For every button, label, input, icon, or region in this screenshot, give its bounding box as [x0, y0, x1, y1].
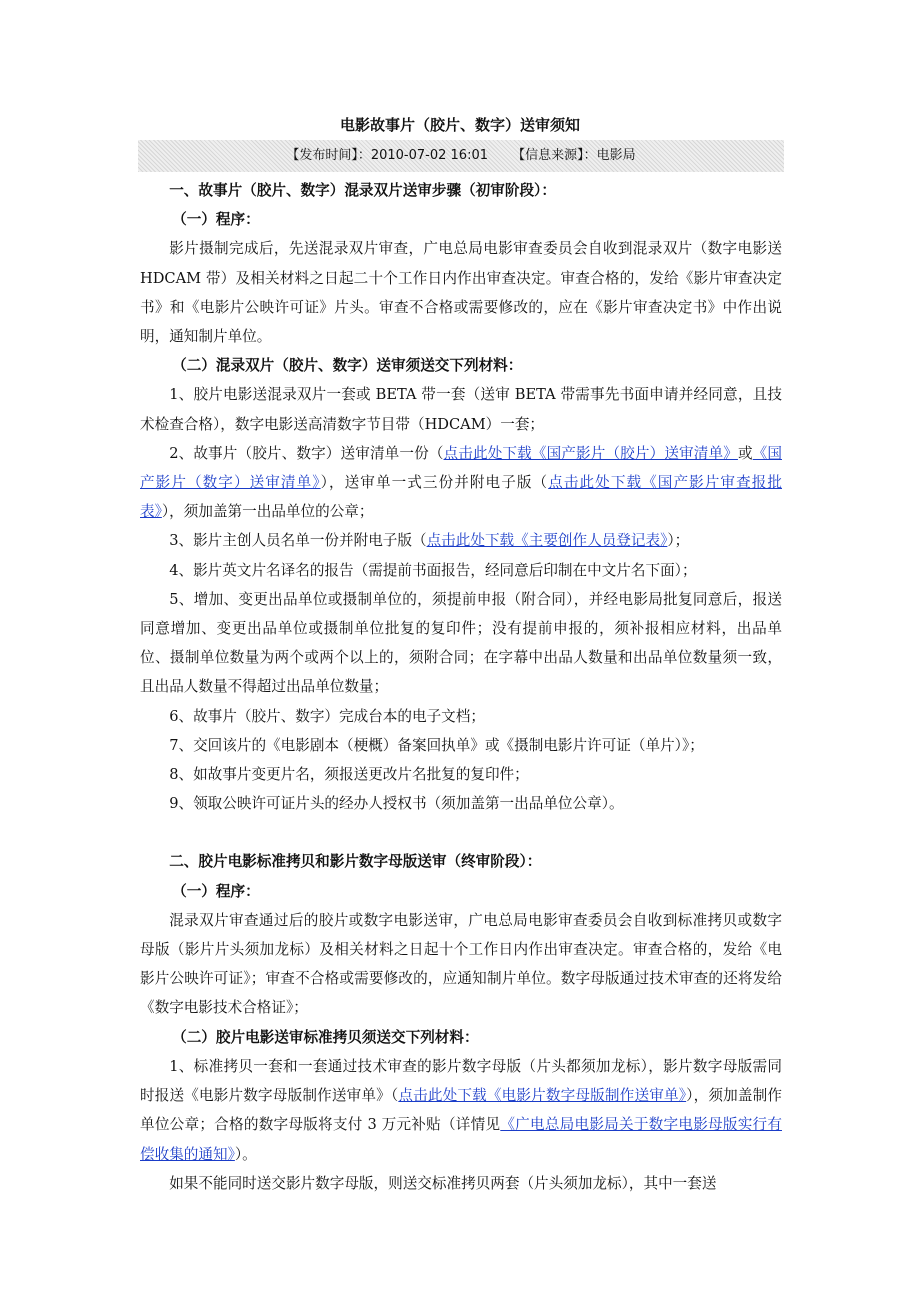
material-item-2-text-a: 2、故事片（胶片、数字）送审清单一份（	[169, 444, 444, 462]
material-item-2-text-c: ），送审单一式三份并附电子版（	[320, 474, 549, 492]
material-item-1: 1、胶片电影送混录双片一套或 BETA 带一套（送审 BETA 带需事先书面申请并经同意，且技术检查合格），数字电影送高清数字节目带（HDCAM）一套；	[140, 386, 782, 433]
document-body	[140, 176, 782, 1198]
download-creators-registration-link[interactable]: 点击此处下载《主要创作人员登记表》	[426, 532, 668, 550]
material-item-2-text-b: 或	[737, 444, 753, 462]
final-material-item-1-text-b: ），须加盖制作单位公章；合格的数字母版将支付 3 万元补贴（详情见	[140, 1087, 783, 1134]
material-item-6: 6、故事片（胶片、数字）完成台本的电子文档；	[169, 707, 485, 725]
material-item-4: 4、影片英文片名译名的报告（需提前书面报告，经同意后印制在中文片名下面）；	[169, 561, 697, 579]
info-source-label: 【信息来源】：	[512, 148, 597, 163]
material-item-3	[140, 526, 782, 555]
section-2-procedure-heading: （一）程序：	[172, 882, 260, 900]
page-title: 电影故事片（胶片、数字）送审须知	[339, 116, 580, 134]
download-digital-master-form-link[interactable]: 点击此处下载《电影片数字母版制作送审单》	[398, 1087, 687, 1105]
publish-time-value: 2010-07-02 16:01	[370, 148, 488, 163]
download-film-review-list-link[interactable]: 点击此处下载《国产影片（胶片）送审清单》	[443, 444, 738, 462]
final-material-item-1	[140, 1052, 782, 1169]
material-item-7: 7、交回该片的《电影剧本（梗概）备案回执单》或《摄制电影片许可证（单片）》；	[169, 736, 704, 754]
info-source-value: 电影局	[596, 148, 636, 163]
section-1-materials-heading: （二）混录双片（胶片、数字）送审须送交下列材料：	[172, 357, 523, 375]
material-item-2-text-d: ），须加盖第一出品单位的公章；	[161, 503, 374, 521]
info-source	[512, 148, 636, 163]
material-item-2	[140, 439, 782, 527]
publish-time-label: 【发布时间】：	[286, 148, 371, 163]
material-item-9: 9、领取公映许可证片头的经办人授权书（须加盖第一出品单位公章）。	[169, 795, 624, 813]
section-2-heading: 二、胶片电影标准拷贝和影片数字母版送审（终审阶段）：	[169, 853, 542, 871]
section-2-procedure-text: 混录双片审查通过后的胶片或数字电影送审，广电总局电影审查委员会自收到标准拷贝或数字母版（影片片头须加龙标）及相关材料之日起十个工作日内作出审查决定。审查合格的，发给《电影片公映许可证》；审查不合格或需要修改的，应通知制片单位。数字母版通过技术审查的还将发给《数字电影技术合格证》；	[140, 911, 782, 1017]
publish-time	[286, 148, 488, 163]
final-material-item-1-text-c: ）。	[234, 1145, 257, 1163]
section-1-heading: 一、故事片（胶片、数字）混录双片送审步骤（初审阶段）：	[169, 182, 556, 199]
material-item-8: 8、如故事片变更片名，须报送更改片名批复的复印件；	[169, 766, 529, 784]
digital-master-notice-link[interactable]: 《广电总局电影局关于数字电影母版实行有偿收集的通知》	[140, 1116, 782, 1163]
material-item-3-text-a: 3、影片主创人员名单一份并附电子版（	[169, 532, 427, 550]
download-review-approval-form-link[interactable]: 点击此处下载《国产影片审查报批表》	[140, 474, 782, 521]
section-2-materials-heading: （二）胶片电影送审标准拷贝须送交下列材料：	[172, 1028, 479, 1046]
final-material-item-1-text-a: 1、标准拷贝一套和一套通过技术审查的影片数字母版（片头都须加龙标），影片数字母版需同时报送《电影片数字母版制作送审单》（	[140, 1057, 782, 1105]
material-item-5: 5、增加、变更出品单位或摄制单位的，须提前申报（附合同），并经电影局批复同意后，报送同意增加、变更出品单位或摄制单位批复的复印件；没有提前申报的，须补报相应材料，出品单位、摄制单位数量为两个或两个以上的，须附合同；在字幕中出品人数量和出品单位数量须一致，且出品人数量不得超过出品单位数量；	[140, 590, 782, 696]
final-material-note: 如果不能同时送交影片数字母版，则送交标准拷贝两套（片头须加龙标），其中一套送	[169, 1174, 717, 1192]
section-divider	[140, 818, 782, 847]
section-1-procedure-text: 影片摄制完成后，先送混录双片审查，广电总局电影审查委员会自收到混录双片（数字电影送 HDCAM 带）及相关材料之日起二十个工作日内作出审查决定。审查合格的，发给《影片审查决定书》和《电影片公映许可证》片头。审查不合格或需要修改的，应在《影片审查决定书》中作出说明，通知制片单位。	[140, 240, 782, 346]
section-1-procedure-heading: （一）程序：	[172, 211, 260, 229]
material-item-3-text-b: ）；	[667, 532, 690, 550]
download-digital-review-list-link[interactable]: 《国产影片（数字）送审清单》	[140, 444, 782, 492]
publish-info-bar	[138, 140, 784, 172]
